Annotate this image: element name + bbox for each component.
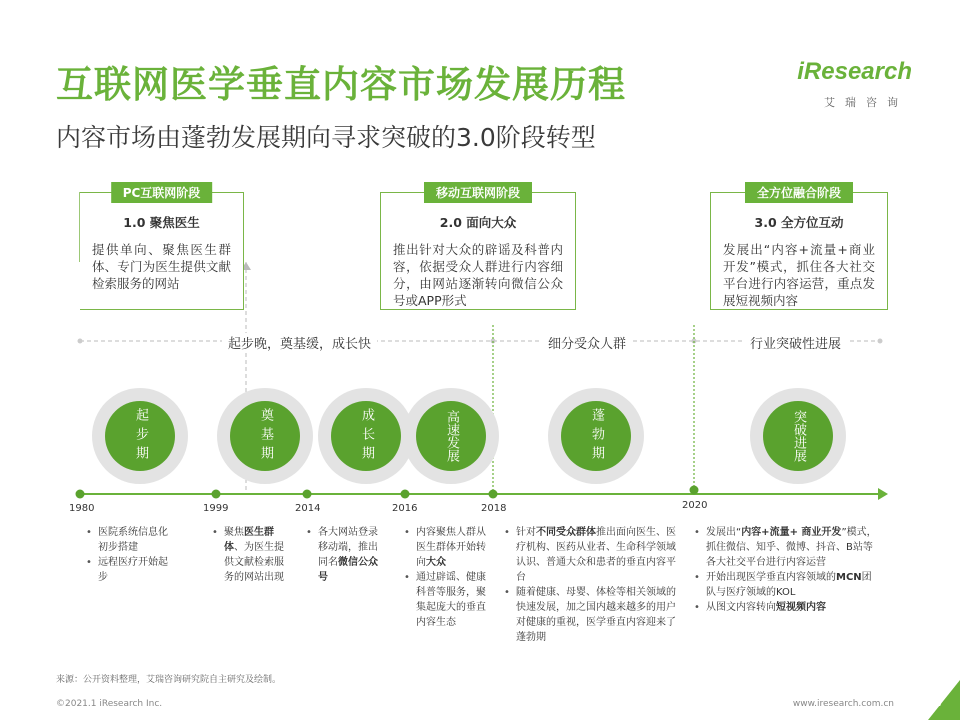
stage-circle (230, 401, 300, 471)
note-item: • 远程医疗开始起步 (86, 555, 170, 585)
year-dot (401, 490, 410, 499)
phase-tag: 移动互联网阶段 (424, 182, 532, 203)
note-item: • 针对不同受众群体推出面向医生、医疗机构、医药从业者、生命科学领域认识、普通大众和患者的垂直内容平台 (504, 525, 676, 585)
page-title: 互联网医学垂直内容市场发展历程 (56, 63, 626, 106)
band-dot (78, 339, 83, 344)
band-label: 起步晚，奠基缓，成长快 (222, 333, 377, 352)
copyright: ©2021.1 iResearch Inc. (56, 699, 163, 709)
note-item: • 开始出现医学垂直内容领域的MCN团队与医疗领域的KOL (694, 570, 878, 600)
note-1999 (212, 525, 290, 585)
year-label: 1980 (69, 503, 95, 514)
stage-label: 突破进展 (791, 410, 806, 462)
note-item: • 各大网站登录移动端，推出同名微信公众号 (306, 525, 386, 585)
note-2018 (504, 525, 676, 645)
stage-circle (763, 401, 833, 471)
year-label: 2016 (392, 503, 418, 514)
logo-subtitle: 艾瑞咨询 (824, 96, 908, 109)
phase-heading: 2.0 面向大众 (439, 215, 517, 230)
year-label: 2020 (682, 500, 708, 511)
year-dot (212, 490, 221, 499)
note-2020 (694, 525, 878, 615)
timeline-arrow-head (878, 488, 888, 500)
stage-circle (416, 401, 486, 471)
phase-box-pc (80, 186, 244, 310)
source-note: 来源：公开资料整理，艾瑞咨询研究院自主研究及绘制。 (56, 675, 282, 685)
phase-description: 推出针对大众的辟谣及科普内容，依据受众人群进行内容细分，由网站逐渐转向微信公众号或APP形式 (393, 242, 563, 308)
phase-description: 发展出“内容+流量+商业开发”模式，抓住各大社交平台进行内容运营，重点发展短视频内容 (723, 242, 875, 308)
year-dot (489, 490, 498, 499)
note-item: • 随着健康、母婴、体检等相关领域的快速发展，加之国内越来越多的用户对健康的重视，医学垂直内容迎来了蓬勃期 (504, 585, 676, 645)
stage-circle (331, 401, 401, 471)
note-item: • 发展出“内容+流量+ 商业开发”模式，抓住微信、知乎、微博、抖音、B站等各大社交平台进行内容运营 (694, 525, 878, 570)
year-dot (76, 490, 85, 499)
note-item: • 聚焦医生群体、为医生提供文献检索服务的网站出现 (212, 525, 290, 585)
stage-label: 起步期 (133, 407, 148, 465)
phase-heading: 1.0 聚焦医生 (123, 215, 200, 230)
stage-label: 奠基期 (258, 407, 273, 465)
phase-box-mobile (380, 186, 576, 310)
note-item: • 从图文内容转向短视频内容 (694, 600, 878, 615)
logo-wordmark: iResearch (797, 58, 912, 85)
stage-label: 成长期 (359, 407, 374, 465)
phase-tag: 全方位融合阶段 (745, 182, 853, 203)
note-item: • 医院系统信息化初步搭建 (86, 525, 170, 555)
band-label: 行业突破性进展 (744, 333, 847, 352)
stage-label: 高速发展 (444, 410, 459, 462)
page-subtitle: 内容市场由蓬勃发展期向寻求突破的3.0阶段转型 (56, 123, 596, 152)
phase-heading: 3.0 全方位互动 (754, 215, 844, 230)
phase-tag: PC互联网阶段 (111, 182, 213, 203)
band-dot (878, 339, 883, 344)
note-item: • 内容聚焦人群从医生群体开始转向大众 (404, 525, 490, 570)
note-2016 (404, 525, 490, 630)
phase-description: 提供单向、聚焦医生群体、专门为医生提供文献检索服务的网站 (92, 242, 231, 291)
note-2014 (306, 525, 386, 585)
note-1980 (86, 525, 170, 585)
stage-label: 蓬勃期 (589, 407, 604, 465)
note-item: • 通过辟谣、健康科普等服务，聚集起庞大的垂直内容生态 (404, 570, 490, 630)
website-url: www.iresearch.com.cn (792, 699, 894, 709)
stage-circle (105, 401, 175, 471)
year-label: 1999 (203, 503, 229, 514)
year-label: 2018 (481, 503, 507, 514)
page-number: 7 (937, 696, 944, 709)
stage-circle (561, 401, 631, 471)
band-label: 细分受众人群 (542, 333, 632, 352)
year-dot (690, 486, 699, 495)
phase-box-integration (710, 186, 888, 310)
year-label: 2014 (295, 503, 321, 514)
year-dot (303, 490, 312, 499)
